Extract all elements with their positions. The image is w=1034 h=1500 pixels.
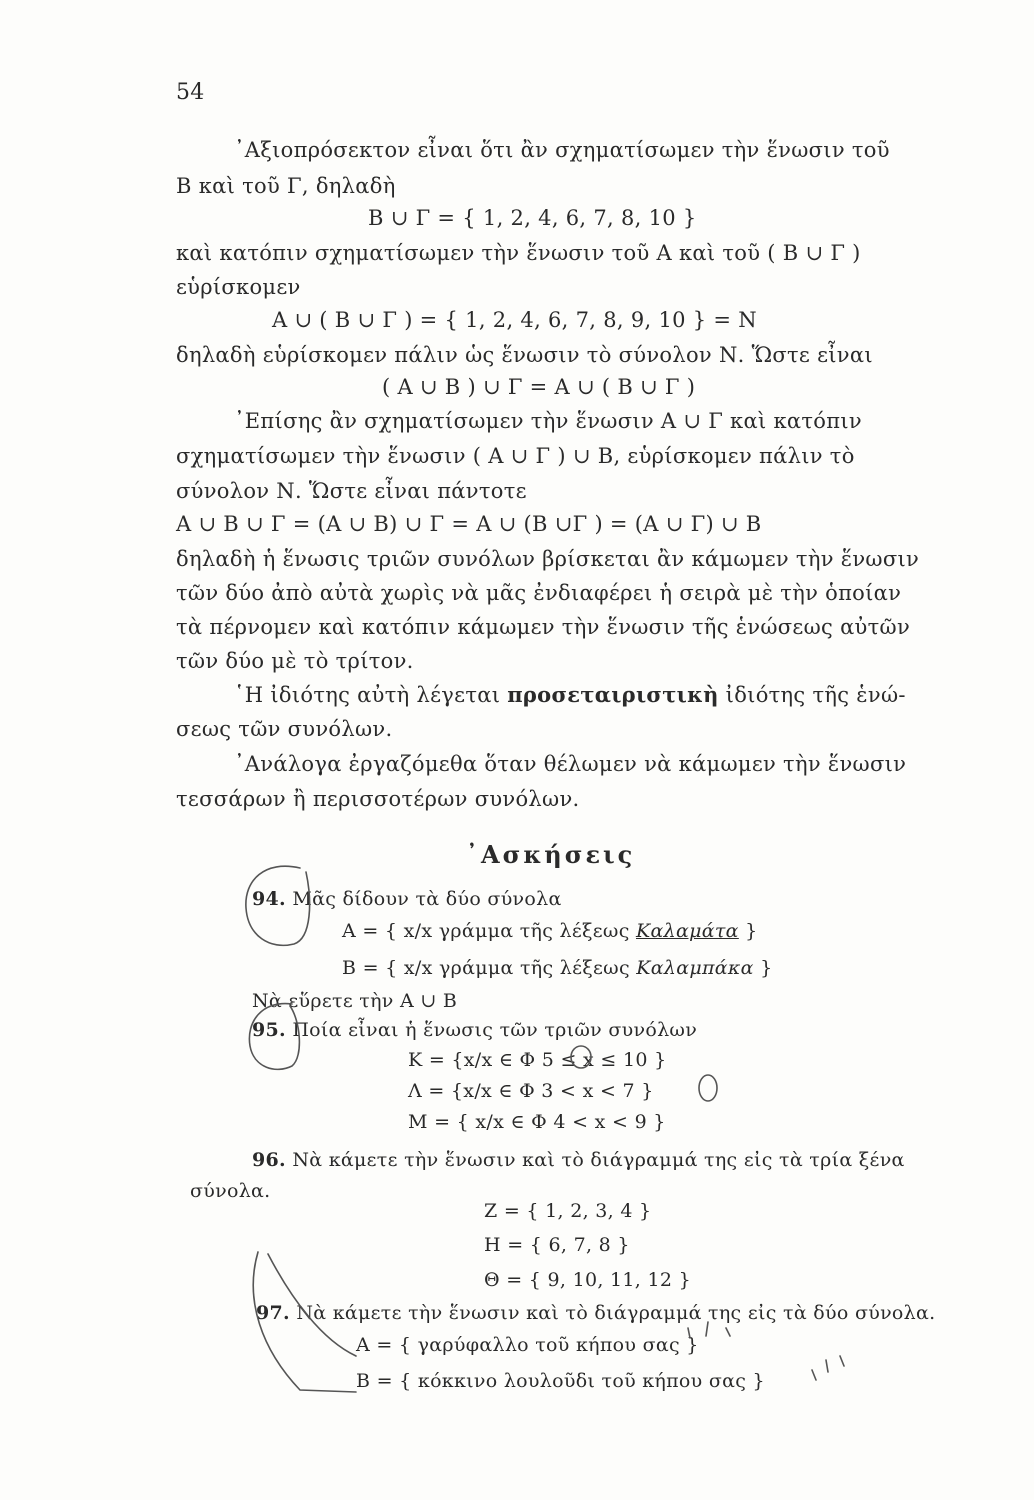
- exercise-96: [252, 1147, 905, 1173]
- set-z-definition: Ζ = { 1, 2, 3, 4 }: [484, 1200, 652, 1222]
- paragraph-line: [234, 682, 906, 708]
- text-run: ῾Η ἰδιότης αὐτὴ λέγεται: [234, 683, 508, 707]
- word-kalampaka: Καλαμπάκα: [636, 957, 754, 979]
- exercise-text: Νὰ κάμετε τὴν ἕνωσιν καὶ τὸ διάγραμμά της εἰς τὰ τρία ξένα: [292, 1149, 905, 1171]
- paragraph-line: Β καὶ τοῦ Γ, δηλαδὴ: [176, 174, 396, 198]
- set-m-definition: Μ = { x/x ∈ Φ 4 < x < 9 }: [408, 1111, 666, 1133]
- set-th-definition: Θ = { 9, 10, 11, 12 }: [484, 1269, 691, 1291]
- exercise-97: [256, 1300, 935, 1326]
- exercise-text: Ποία εἶναι ἡ ἕνωσις τῶν τριῶν συνόλων: [292, 1019, 698, 1041]
- formula-line: Α ∪ ( Β ∪ Γ ) = { 1, 2, 4, 6, 7, 8, 9, 10 } = Ν: [272, 308, 757, 332]
- paragraph-line: ᾿Επίσης ἂν σχηματίσωμεν τὴν ἕνωσιν Α ∪ Γ καὶ κατόπιν: [234, 409, 862, 433]
- text-run: Β = { x/x γράμμα τῆς λέξεως: [342, 957, 637, 979]
- text-run: }: [753, 957, 773, 979]
- word-kalamata: Καλαμάτα: [635, 920, 739, 942]
- exercise-94: [252, 886, 562, 912]
- exercise-96-text-cont: σύνολα.: [190, 1180, 271, 1202]
- formula-line: ( Α ∪ Β ) ∪ Γ = Α ∪ ( Β ∪ Γ ): [382, 375, 696, 399]
- text-run: Α = { x/x γράμμα τῆς λέξεως: [342, 920, 636, 942]
- paragraph-line: δηλαδὴ εὑρίσκομεν πάλιν ὡς ἕνωσιν τὸ σύνολον Ν. Ὥστε εἶναι: [176, 343, 873, 367]
- paragraph-line: ᾿Αξιοπρόσεκτον εἶναι ὅτι ἂν σχηματίσωμεν τὴν ἕνωσιν τοῦ: [234, 138, 890, 162]
- paragraph-line: τῶν δύο μὲ τὸ τρίτον.: [176, 649, 414, 673]
- exercise-text: Νὰ κάμετε τὴν ἕνωσιν καὶ τὸ διάγραμμά της εἰς τὰ δύο σύνολα.: [296, 1302, 936, 1324]
- formula-line: Β ∪ Γ = { 1, 2, 4, 6, 7, 8, 10 }: [368, 206, 697, 230]
- set-h-definition: Η = { 6, 7, 8 }: [484, 1234, 630, 1256]
- set-k-definition: Κ = {x/x ∈ Φ 5 ≤ x ≤ 10 }: [408, 1049, 667, 1071]
- set-a-definition: [342, 918, 758, 944]
- formula-line: Α ∪ Β ∪ Γ = (Α ∪ Β) ∪ Γ = Α ∪ (Β ∪Γ ) = (Α ∪ Γ) ∪ Β: [176, 512, 762, 536]
- paragraph-line: δηλαδὴ ἡ ἕνωσις τριῶν συνόλων βρίσκεται ἂν κάμωμεν τὴν ἕνωσιν: [176, 547, 920, 571]
- set-l-definition: Λ = {x/x ∈ Φ 3 < x < 7 }: [408, 1080, 654, 1102]
- paragraph-line: σχηματίσωμεν τὴν ἕνωσιν ( Α ∪ Γ ) ∪ Β, εὑρίσκομεν πάλιν τὸ: [176, 444, 855, 468]
- paragraph-line: σεως τῶν συνόλων.: [176, 717, 393, 741]
- pencil-circle-7: [699, 1075, 717, 1101]
- text-run: }: [738, 920, 758, 942]
- exercise-95: [252, 1017, 697, 1043]
- paragraph-line: τεσσάρων ἢ περισσοτέρων συνόλων.: [176, 787, 580, 811]
- exercise-text: Μᾶς δίδουν τὰ δύο σύνολα: [292, 888, 562, 910]
- text-run: ἰδιότης τῆς ἑνώ-: [718, 683, 906, 707]
- exercise-number: 96.: [252, 1149, 286, 1171]
- exercise-number: 94.: [252, 888, 286, 910]
- bold-term: προσεταιριστικὴ: [507, 682, 719, 707]
- set-b-definition: [342, 955, 773, 981]
- page-number: 54: [176, 80, 205, 105]
- paragraph-line: καὶ κατόπιν σχηματίσωμεν τὴν ἕνωσιν τοῦ Α καὶ τοῦ ( Β ∪ Γ ): [176, 241, 861, 265]
- paragraph-line: τῶν δύο ἀπὸ αὐτὰ χωρὶς νὰ μᾶς ἐνδιαφέρει ἡ σειρὰ μὲ τὴν ὁποίαν: [176, 581, 902, 605]
- exercise-94-task: Νὰ εὕρετε τὴν Α ∪ Β: [252, 990, 458, 1012]
- paragraph-line: σύνολον Ν. Ὥστε εἶναι πάντοτε: [176, 479, 527, 503]
- paragraph-line: τὰ πέρνομεν καὶ κατόπιν κάμωμεν τὴν ἕνωσιν τῆς ἑνώσεως αὐτῶν: [176, 615, 911, 639]
- exercise-number: 95.: [252, 1019, 286, 1041]
- paragraph-line: ᾿Ανάλογα ἐργαζόμεθα ὅταν θέλωμεν νὰ κάμωμεν τὴν ἕνωσιν: [234, 752, 907, 776]
- paragraph-line: εὑρίσκομεν: [176, 275, 301, 299]
- set-b-flowers: Β = { κόκκινο λουλοῦδι τοῦ κήπου σας }: [356, 1370, 765, 1392]
- exercise-number: 97.: [256, 1302, 290, 1324]
- exercises-heading: ᾿Ασκήσεις: [466, 840, 636, 869]
- set-a-flowers: Α = { γαρύφαλλο τοῦ κήπου σας }: [356, 1334, 699, 1356]
